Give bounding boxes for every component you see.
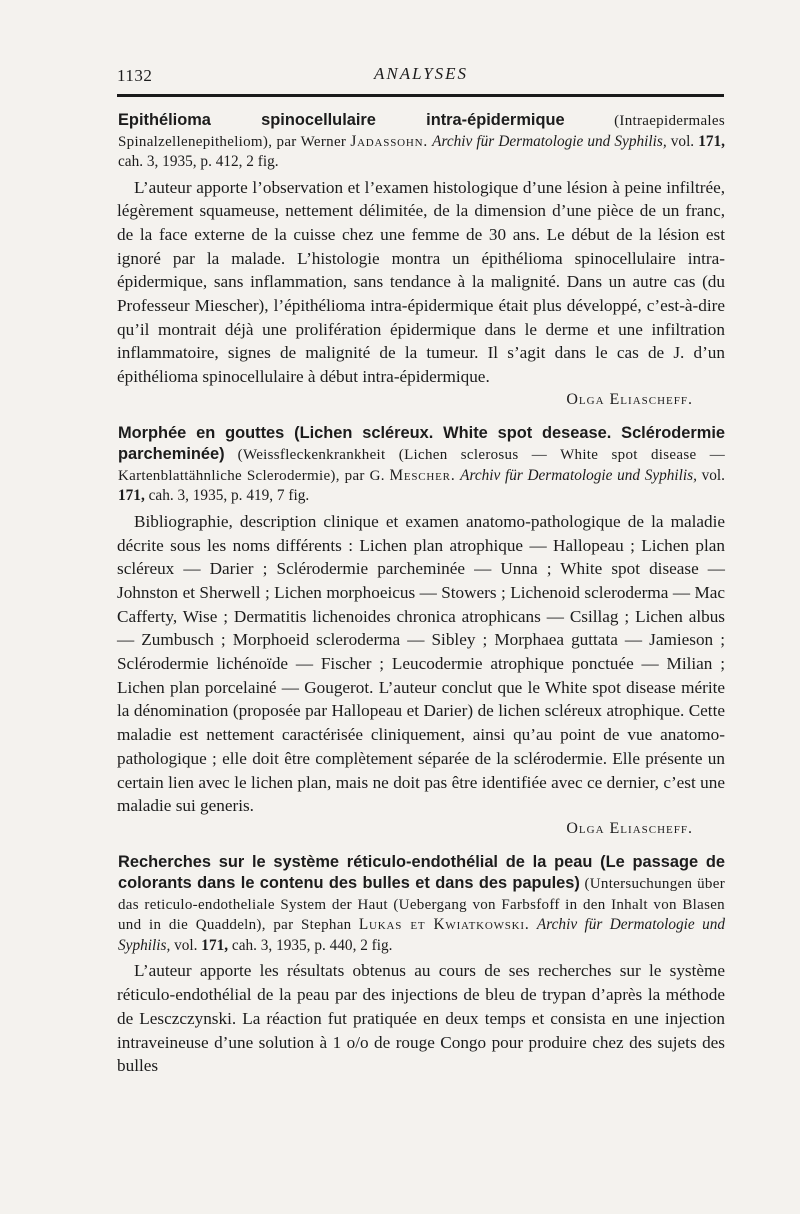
abstract-entry bbox=[117, 110, 725, 411]
abstract-entry bbox=[117, 423, 725, 840]
header-rule bbox=[117, 94, 724, 97]
reference bbox=[117, 423, 725, 507]
reference-vol-prefix: vol. bbox=[670, 132, 695, 150]
page-header bbox=[117, 62, 725, 88]
reference-journal: Archiv für Dermatologie und Syphilis, bbox=[432, 132, 667, 150]
abstract-body: L’auteur apporte l’observation et l’examen histologique d’une lésion à peine infiltrée, légèrement squameuse, nettement délimitée, de la dimension d’une pièce de un franc, de la face externe de la cuisse chez une femme de 30 ans. Le début de la lésion est ignoré par la malade. L’histologie montra un épithélioma spinocellulaire intra-épidermique, sans inflammation, sans tendance à la malignité. Dans un autre cas (du Professeur Miescher), l’épithélioma intra-épidermique était plus développé, c’est-à-dire qu’il montrait déjà une prolifération épidermique dans le derme et une infiltration inflammatoire, signes de malignité de la tumeur. Il s’agit dans le cas de J. d’un épithélioma spinocellulaire à début intra-épidermique. bbox=[117, 177, 725, 387]
page bbox=[117, 62, 725, 1078]
reference-volume: 171, bbox=[698, 132, 726, 150]
reference-details: cah. 3, 1935, p. 412, 2 fig. bbox=[118, 153, 279, 170]
reference-author: Mescher. bbox=[389, 466, 456, 484]
running-title: ANALYSES bbox=[373, 64, 469, 83]
reference-details: cah. 3, 1935, p. 440, 2 fig. bbox=[231, 936, 393, 954]
entry-title: Epithélioma spinocellulaire intra-épidermique bbox=[118, 111, 565, 129]
reference-journal: Archiv für Dermatologie und Syphilis, bbox=[460, 466, 697, 484]
reference-vol-prefix: vol. bbox=[174, 936, 198, 954]
entry-title: Morphée en gouttes (Lichen scléreux. White spot desease. Sclérodermie parcheminée) bbox=[118, 423, 725, 464]
page-number: 1132 bbox=[117, 66, 153, 85]
reference-volume: 171, bbox=[201, 936, 229, 954]
reference-author: Lukas et Kwiatkowski. bbox=[358, 916, 530, 934]
reference bbox=[117, 852, 725, 957]
signature: Olga Eliascheff. bbox=[566, 390, 693, 408]
reference-author: Jadassohn. bbox=[350, 132, 428, 150]
reference-note: (Intraepidermales Spinalzellenepitheliom), par Werner bbox=[118, 113, 725, 150]
abstract-body: Bibliographie, description clinique et examen anatomo-pathologique de la maladie décrite sous les noms différents : Lichen plan atrophique — Hallopeau ; Lichen plan scléreux — Darier ; Sclérodermie parcheminée — Unna ; White spot disease — Johnston et Sherwell ; Lichen morphoeicus — Stowers ; Lichenoid scleroderma — Mac Cafferty, Wise ; Dermatitis lichenoides chronica atrophicans — Csillag ; Lichen albus — Zumbusch ; Morphoeid scleroderma — Sibley ; Morphaea guttata — Jamieson ; Sclérodermie lichénoïde — Fischer ; Leucodermie atrophique ponctuée — Milian ; Lichen plan porcelainé — Gougerot. L’auteur conclut que le White spot disease mérite la dénomination (proposée par Hallopeau et Darier) de lichen scléreux atrophique. Cette maladie est nettement caractérisée cliniquement, ainsi qu’au point de vue anatomo-pathologique ; elle doit être complètement séparée de la sclérodermie. Elle présente un certain lien avec le lichen plan, mais ne doit pas être identifiée avec ce dernier, c’est une maladie sui generis. bbox=[117, 511, 725, 816]
reference-note: (Untersuchungen über das reticulo-endotheliale System der Haut (Uebergang von Farbsfoff in den Inhalt von Blasen und in die Quaddeln), par Stephan bbox=[118, 876, 725, 934]
reference-details: cah. 3, 1935, p. 419, 7 fig. bbox=[148, 487, 310, 505]
reference bbox=[117, 110, 725, 173]
entry-title: Recherches sur le système réticulo-endothélial de la peau (Le passage de colorants dans le contenu des bulles et dans des papules) bbox=[118, 852, 725, 893]
reference-volume: 171, bbox=[118, 487, 145, 505]
abstract-entry bbox=[117, 852, 725, 1078]
reference-journal: Archiv für Dermatologie und Syphilis, bbox=[118, 916, 726, 954]
reference-vol-prefix: vol. bbox=[701, 466, 725, 484]
reference-note: (Weissfleckenkrankheit (Lichen sclerosus — White spot disease — Kartenblattähnliche Sclerodermie), par G. bbox=[118, 447, 725, 484]
abstract-body: L’auteur apporte les résultats obtenus au cours de ses recherches sur le système réticulo-endothélial de la peau par des injections de bleu de trypan d’après la méthode de Lesczczynski. La réaction fut pratiquée en deux temps et consista en une injection intraveineuse d’une solution à 1 o/o de rouge Congo pour produire chez des sujets des bulles bbox=[117, 961, 725, 1076]
signature: Olga Eliascheff. bbox=[566, 819, 693, 837]
